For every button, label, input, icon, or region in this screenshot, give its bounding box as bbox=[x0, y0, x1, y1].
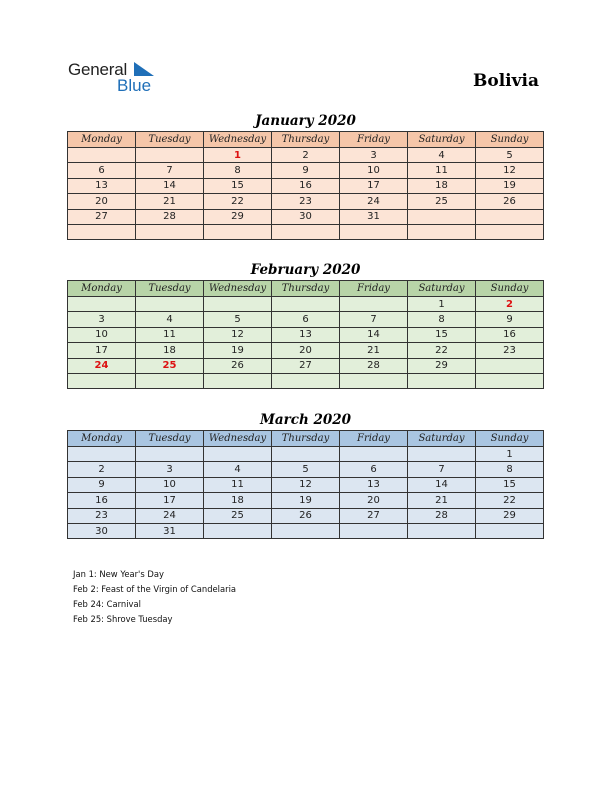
day-cell: 24 bbox=[340, 194, 408, 209]
day-cell: 17 bbox=[340, 178, 408, 193]
day-cell: 8 bbox=[476, 462, 544, 477]
weekday-header: Friday bbox=[340, 132, 408, 148]
day-cell: 19 bbox=[204, 343, 272, 358]
day-cell bbox=[476, 523, 544, 538]
weekday-header: Thursday bbox=[272, 132, 340, 148]
generalblue-logo bbox=[68, 60, 168, 96]
day-cell: 23 bbox=[68, 508, 136, 523]
day-cell bbox=[68, 148, 136, 163]
day-cell bbox=[204, 447, 272, 462]
day-cell: 30 bbox=[68, 523, 136, 538]
week-row bbox=[68, 523, 544, 538]
day-cell: 25 bbox=[204, 508, 272, 523]
day-cell: 10 bbox=[68, 327, 136, 342]
holiday-note: Feb 25: Shrove Tuesday bbox=[73, 614, 173, 624]
day-cell: 12 bbox=[476, 163, 544, 178]
day-cell bbox=[204, 297, 272, 312]
day-cell bbox=[476, 209, 544, 224]
week-row bbox=[68, 508, 544, 523]
day-cell: 28 bbox=[136, 209, 204, 224]
month-title: March 2020 bbox=[259, 412, 352, 428]
day-cell: 15 bbox=[204, 178, 272, 193]
week-row bbox=[68, 343, 544, 358]
week-row bbox=[68, 163, 544, 178]
day-cell bbox=[408, 447, 476, 462]
week-row bbox=[68, 447, 544, 462]
month-title: February 2020 bbox=[250, 262, 361, 278]
day-cell bbox=[340, 447, 408, 462]
month-grid bbox=[67, 280, 544, 389]
day-cell: 7 bbox=[136, 163, 204, 178]
day-cell: 27 bbox=[272, 358, 340, 373]
week-row bbox=[68, 327, 544, 342]
day-cell: 29 bbox=[204, 209, 272, 224]
day-cell: 29 bbox=[408, 358, 476, 373]
day-cell bbox=[204, 523, 272, 538]
day-cell: 16 bbox=[272, 178, 340, 193]
day-cell bbox=[340, 373, 408, 388]
weekday-header: Sunday bbox=[476, 132, 544, 148]
day-cell bbox=[272, 523, 340, 538]
day-cell: 31 bbox=[340, 209, 408, 224]
day-cell bbox=[272, 224, 340, 239]
day-cell bbox=[272, 447, 340, 462]
day-cell bbox=[476, 224, 544, 239]
day-cell: 11 bbox=[408, 163, 476, 178]
weekday-header: Monday bbox=[68, 431, 136, 447]
month-title: January 2020 bbox=[255, 113, 356, 129]
weekday-header: Tuesday bbox=[136, 431, 204, 447]
day-cell bbox=[272, 373, 340, 388]
month-mar bbox=[67, 410, 544, 539]
day-cell: 22 bbox=[408, 343, 476, 358]
day-cell: 14 bbox=[136, 178, 204, 193]
week-row bbox=[68, 477, 544, 492]
day-cell: 10 bbox=[340, 163, 408, 178]
day-cell: 22 bbox=[204, 194, 272, 209]
day-cell: 20 bbox=[340, 493, 408, 508]
day-cell: 18 bbox=[408, 178, 476, 193]
day-cell: 10 bbox=[136, 477, 204, 492]
weekday-header: Sunday bbox=[476, 431, 544, 447]
day-cell: 8 bbox=[204, 163, 272, 178]
day-cell: 16 bbox=[68, 493, 136, 508]
day-cell: 6 bbox=[272, 312, 340, 327]
day-cell bbox=[136, 297, 204, 312]
day-cell: 26 bbox=[272, 508, 340, 523]
day-cell: 3 bbox=[136, 462, 204, 477]
day-cell: 19 bbox=[272, 493, 340, 508]
weekday-header: Wednesday bbox=[204, 281, 272, 297]
day-cell: 5 bbox=[272, 462, 340, 477]
day-cell: 18 bbox=[204, 493, 272, 508]
weekday-header: Tuesday bbox=[136, 132, 204, 148]
weekday-header: Sunday bbox=[476, 281, 544, 297]
day-cell bbox=[272, 297, 340, 312]
week-row bbox=[68, 462, 544, 477]
day-cell: 4 bbox=[204, 462, 272, 477]
day-cell: 20 bbox=[272, 343, 340, 358]
day-cell bbox=[476, 358, 544, 373]
day-cell: 19 bbox=[476, 178, 544, 193]
day-cell: 23 bbox=[272, 194, 340, 209]
day-cell: 31 bbox=[136, 523, 204, 538]
month-grid bbox=[67, 131, 544, 240]
day-cell: 13 bbox=[68, 178, 136, 193]
day-cell: 11 bbox=[204, 477, 272, 492]
day-cell: 25 bbox=[408, 194, 476, 209]
week-row bbox=[68, 373, 544, 388]
day-cell: 7 bbox=[340, 312, 408, 327]
week-row bbox=[68, 224, 544, 239]
day-cell bbox=[68, 224, 136, 239]
day-cell: 5 bbox=[204, 312, 272, 327]
day-cell bbox=[136, 447, 204, 462]
day-cell: 6 bbox=[68, 163, 136, 178]
day-cell: 14 bbox=[340, 327, 408, 342]
day-cell: 2 bbox=[68, 462, 136, 477]
week-row bbox=[68, 148, 544, 163]
day-cell: 4 bbox=[136, 312, 204, 327]
day-cell: 6 bbox=[340, 462, 408, 477]
logo-triangle-icon bbox=[134, 62, 154, 76]
weekday-header: Saturday bbox=[408, 132, 476, 148]
day-cell: 11 bbox=[136, 327, 204, 342]
day-cell: 22 bbox=[476, 493, 544, 508]
day-cell: 17 bbox=[68, 343, 136, 358]
day-cell: 8 bbox=[408, 312, 476, 327]
day-cell: 3 bbox=[68, 312, 136, 327]
day-cell: 17 bbox=[136, 493, 204, 508]
day-cell: 12 bbox=[204, 327, 272, 342]
day-cell: 23 bbox=[476, 343, 544, 358]
day-cell: 27 bbox=[340, 508, 408, 523]
day-cell: 27 bbox=[68, 209, 136, 224]
day-cell: 29 bbox=[476, 508, 544, 523]
day-cell: 21 bbox=[408, 493, 476, 508]
day-cell bbox=[136, 373, 204, 388]
weekday-header: Friday bbox=[340, 431, 408, 447]
day-cell: 13 bbox=[340, 477, 408, 492]
day-cell: 1 bbox=[476, 447, 544, 462]
day-cell: 15 bbox=[476, 477, 544, 492]
day-cell: 4 bbox=[408, 148, 476, 163]
week-row bbox=[68, 312, 544, 327]
day-cell bbox=[68, 373, 136, 388]
day-cell bbox=[340, 297, 408, 312]
holiday-note: Feb 24: Carnival bbox=[73, 599, 141, 609]
day-cell: 28 bbox=[408, 508, 476, 523]
day-cell: 1 bbox=[204, 148, 272, 163]
holiday-note: Feb 2: Feast of the Virgin of Candelaria bbox=[73, 584, 237, 594]
day-cell: 2 bbox=[272, 148, 340, 163]
day-cell bbox=[408, 523, 476, 538]
weekday-header: Thursday bbox=[272, 431, 340, 447]
logo-text-blue: Blue bbox=[117, 76, 152, 95]
day-cell: 5 bbox=[476, 148, 544, 163]
weekday-header: Wednesday bbox=[204, 431, 272, 447]
month-grid bbox=[67, 430, 544, 539]
weekday-header: Saturday bbox=[408, 431, 476, 447]
day-cell: 7 bbox=[408, 462, 476, 477]
day-cell: 9 bbox=[68, 477, 136, 492]
day-cell bbox=[136, 148, 204, 163]
day-cell: 21 bbox=[340, 343, 408, 358]
month-feb bbox=[67, 260, 544, 389]
country-title: Bolivia bbox=[473, 71, 539, 91]
month-jan bbox=[67, 111, 544, 240]
week-row bbox=[68, 493, 544, 508]
day-cell: 9 bbox=[272, 163, 340, 178]
day-cell: 24 bbox=[136, 508, 204, 523]
day-cell bbox=[340, 224, 408, 239]
day-cell: 16 bbox=[476, 327, 544, 342]
day-cell: 25 bbox=[136, 358, 204, 373]
day-cell: 2 bbox=[476, 297, 544, 312]
weekday-header: Saturday bbox=[408, 281, 476, 297]
week-row bbox=[68, 297, 544, 312]
day-cell: 18 bbox=[136, 343, 204, 358]
day-cell bbox=[68, 297, 136, 312]
weekday-header: Thursday bbox=[272, 281, 340, 297]
week-row bbox=[68, 178, 544, 193]
day-cell: 28 bbox=[340, 358, 408, 373]
holiday-notes bbox=[73, 567, 236, 627]
day-cell: 9 bbox=[476, 312, 544, 327]
logo-text-general: General bbox=[68, 60, 128, 79]
week-row bbox=[68, 194, 544, 209]
day-cell bbox=[204, 373, 272, 388]
day-cell: 21 bbox=[136, 194, 204, 209]
day-cell: 12 bbox=[272, 477, 340, 492]
weekday-header: Friday bbox=[340, 281, 408, 297]
week-row bbox=[68, 358, 544, 373]
day-cell: 14 bbox=[408, 477, 476, 492]
day-cell bbox=[408, 209, 476, 224]
day-cell: 13 bbox=[272, 327, 340, 342]
holiday-note: Jan 1: New Year's Day bbox=[73, 569, 164, 579]
weekday-header: Monday bbox=[68, 132, 136, 148]
day-cell: 26 bbox=[476, 194, 544, 209]
weekday-header: Monday bbox=[68, 281, 136, 297]
day-cell: 3 bbox=[340, 148, 408, 163]
weekday-header: Tuesday bbox=[136, 281, 204, 297]
week-row bbox=[68, 209, 544, 224]
day-cell: 26 bbox=[204, 358, 272, 373]
day-cell: 30 bbox=[272, 209, 340, 224]
day-cell bbox=[408, 224, 476, 239]
day-cell: 1 bbox=[408, 297, 476, 312]
day-cell bbox=[68, 447, 136, 462]
day-cell bbox=[340, 523, 408, 538]
day-cell: 15 bbox=[408, 327, 476, 342]
day-cell: 24 bbox=[68, 358, 136, 373]
weekday-header: Wednesday bbox=[204, 132, 272, 148]
day-cell bbox=[204, 224, 272, 239]
day-cell bbox=[136, 224, 204, 239]
day-cell bbox=[476, 373, 544, 388]
day-cell: 20 bbox=[68, 194, 136, 209]
day-cell bbox=[408, 373, 476, 388]
